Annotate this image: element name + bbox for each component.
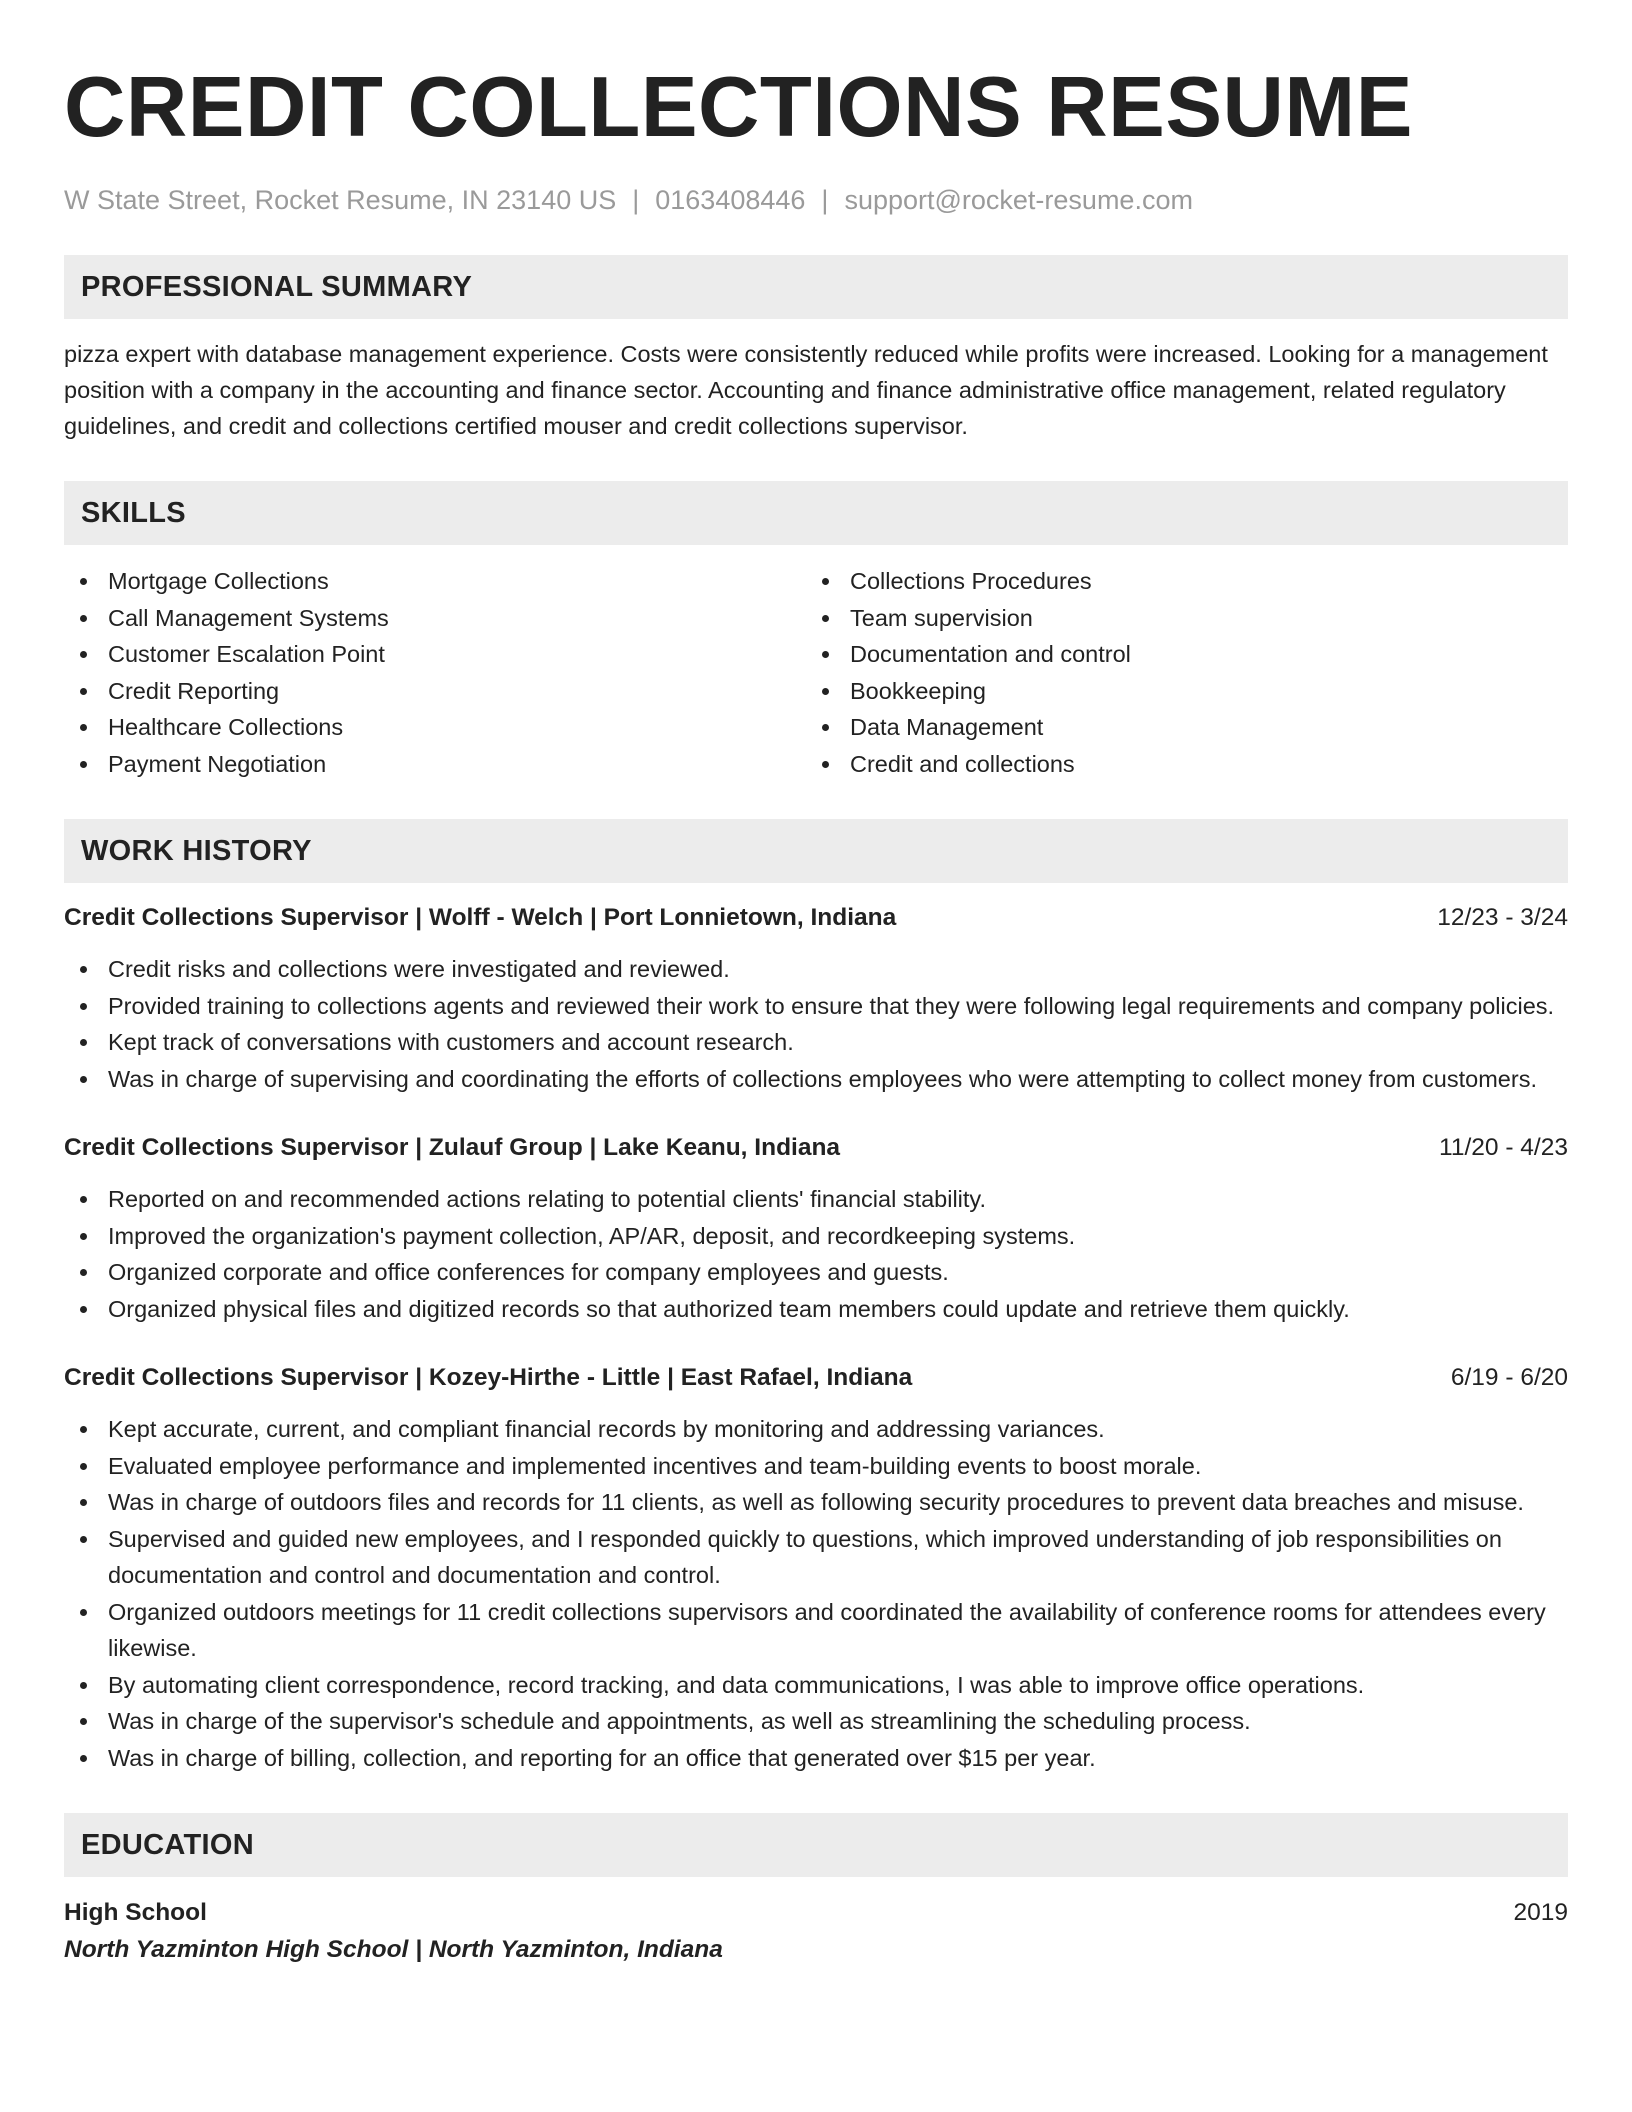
skill-item: Data Management bbox=[806, 709, 1548, 746]
job-dates: 6/19 - 6/20 bbox=[1450, 1364, 1568, 1391]
job-title: Credit Collections Supervisor | Wolff - Welch | Port Lonnietown, Indiana bbox=[64, 904, 897, 931]
job-dates: 12/23 - 3/24 bbox=[1437, 904, 1568, 931]
contact-separator: | bbox=[632, 185, 640, 215]
summary-text: pizza expert with database management experience. Costs were consistently reduced while profits were increased. Looking for a management position with a company in the accounting and finance sector. Accounting and finance administrative office management, related regulatory guidelines, and credit and collections certified mouser and credit collections supervisor. bbox=[64, 341, 1548, 439]
job-bullet: Organized physical files and digitized records so that authorized team members could update and retrieve them quickly. bbox=[64, 1291, 1568, 1328]
skill-item: Credit and collections bbox=[806, 746, 1548, 783]
education-header bbox=[64, 1895, 1568, 1931]
section-heading-education: EDUCATION bbox=[64, 1813, 1568, 1877]
job-bullet: Kept accurate, current, and compliant financial records by monitoring and addressing variances. bbox=[64, 1411, 1568, 1448]
contact-address: W State Street, Rocket Resume, IN 23140 US bbox=[64, 185, 617, 215]
job-bullet: Kept track of conversations with customers and account research. bbox=[64, 1024, 1568, 1061]
education-degree: High School bbox=[64, 1899, 207, 1926]
job-bullet: Organized corporate and office conferences for company employees and guests. bbox=[64, 1254, 1568, 1291]
job-bullet: Was in charge of supervising and coordinating the efforts of collections employees who were attempting to collect money from customers. bbox=[64, 1061, 1568, 1098]
section-heading-skills: SKILLS bbox=[64, 481, 1568, 545]
resume-title: CREDIT COLLECTIONS RESUME bbox=[64, 60, 1413, 155]
job-header bbox=[64, 901, 1568, 935]
skills-right-column bbox=[806, 563, 1548, 782]
contact-email: support@rocket-resume.com bbox=[844, 185, 1193, 215]
skill-item: Call Management Systems bbox=[64, 600, 806, 637]
job-title: Credit Collections Supervisor | Kozey-Hirthe - Little | East Rafael, Indiana bbox=[64, 1364, 913, 1391]
skill-item: Bookkeeping bbox=[806, 673, 1548, 710]
job-bullet: Organized outdoors meetings for 11 credit collections supervisors and coordinated the availability of conference rooms for attendees every likewise. bbox=[64, 1594, 1568, 1667]
job-bullet: Evaluated employee performance and implemented incentives and team-building events to boost morale. bbox=[64, 1448, 1568, 1485]
job-entry bbox=[64, 901, 1568, 1097]
job-bullet: Reported on and recommended actions relating to potential clients' financial stability. bbox=[64, 1181, 1568, 1218]
skill-item: Customer Escalation Point bbox=[64, 636, 806, 673]
job-bullets bbox=[64, 951, 1568, 1097]
skills-left-column bbox=[64, 563, 806, 782]
job-title: Credit Collections Supervisor | Zulauf Group | Lake Keanu, Indiana bbox=[64, 1134, 841, 1161]
skill-item: Documentation and control bbox=[806, 636, 1548, 673]
job-bullet: Improved the organization's payment collection, AP/AR, deposit, and recordkeeping systems. bbox=[64, 1218, 1568, 1255]
job-bullet: By automating client correspondence, record tracking, and data communications, I was able to improve office operations. bbox=[64, 1667, 1568, 1704]
skill-item: Team supervision bbox=[806, 600, 1548, 637]
section-heading-work-history: WORK HISTORY bbox=[64, 819, 1568, 883]
skill-item: Mortgage Collections bbox=[64, 563, 806, 600]
skill-item: Credit Reporting bbox=[64, 673, 806, 710]
job-bullets bbox=[64, 1411, 1568, 1776]
contact-separator: | bbox=[821, 185, 829, 215]
job-bullet: Was in charge of the supervisor's schedule and appointments, as well as streamlining the scheduling process. bbox=[64, 1703, 1568, 1740]
job-bullet: Was in charge of billing, collection, and reporting for an office that generated over $15 per year. bbox=[64, 1740, 1568, 1777]
job-bullets bbox=[64, 1181, 1568, 1327]
skill-item: Collections Procedures bbox=[806, 563, 1548, 600]
job-bullet: Provided training to collections agents and reviewed their work to ensure that they were following legal requirements and company policies. bbox=[64, 988, 1568, 1025]
skills-columns bbox=[64, 563, 1568, 782]
education-year: 2019 bbox=[1513, 1899, 1568, 1926]
education-school: North Yazminton High School | North Yazminton, Indiana bbox=[64, 1936, 723, 1963]
contact-line bbox=[64, 182, 1568, 218]
skill-item: Healthcare Collections bbox=[64, 709, 806, 746]
job-bullet: Was in charge of outdoors files and records for 11 clients, as well as following security procedures to prevent data breaches and misuse. bbox=[64, 1484, 1568, 1521]
job-dates: 11/20 - 4/23 bbox=[1439, 1134, 1568, 1161]
contact-phone: 0163408446 bbox=[655, 185, 806, 215]
job-entry bbox=[64, 1131, 1568, 1327]
job-entry bbox=[64, 1361, 1568, 1776]
job-header bbox=[64, 1361, 1568, 1395]
job-bullet: Supervised and guided new employees, and I responded quickly to questions, which improved understanding of job responsibilities on documentation and control and documentation and control. bbox=[64, 1521, 1568, 1594]
section-heading-summary: PROFESSIONAL SUMMARY bbox=[64, 255, 1568, 319]
skill-item: Payment Negotiation bbox=[64, 746, 806, 783]
job-bullet: Credit risks and collections were investigated and reviewed. bbox=[64, 951, 1568, 988]
job-header bbox=[64, 1131, 1568, 1165]
